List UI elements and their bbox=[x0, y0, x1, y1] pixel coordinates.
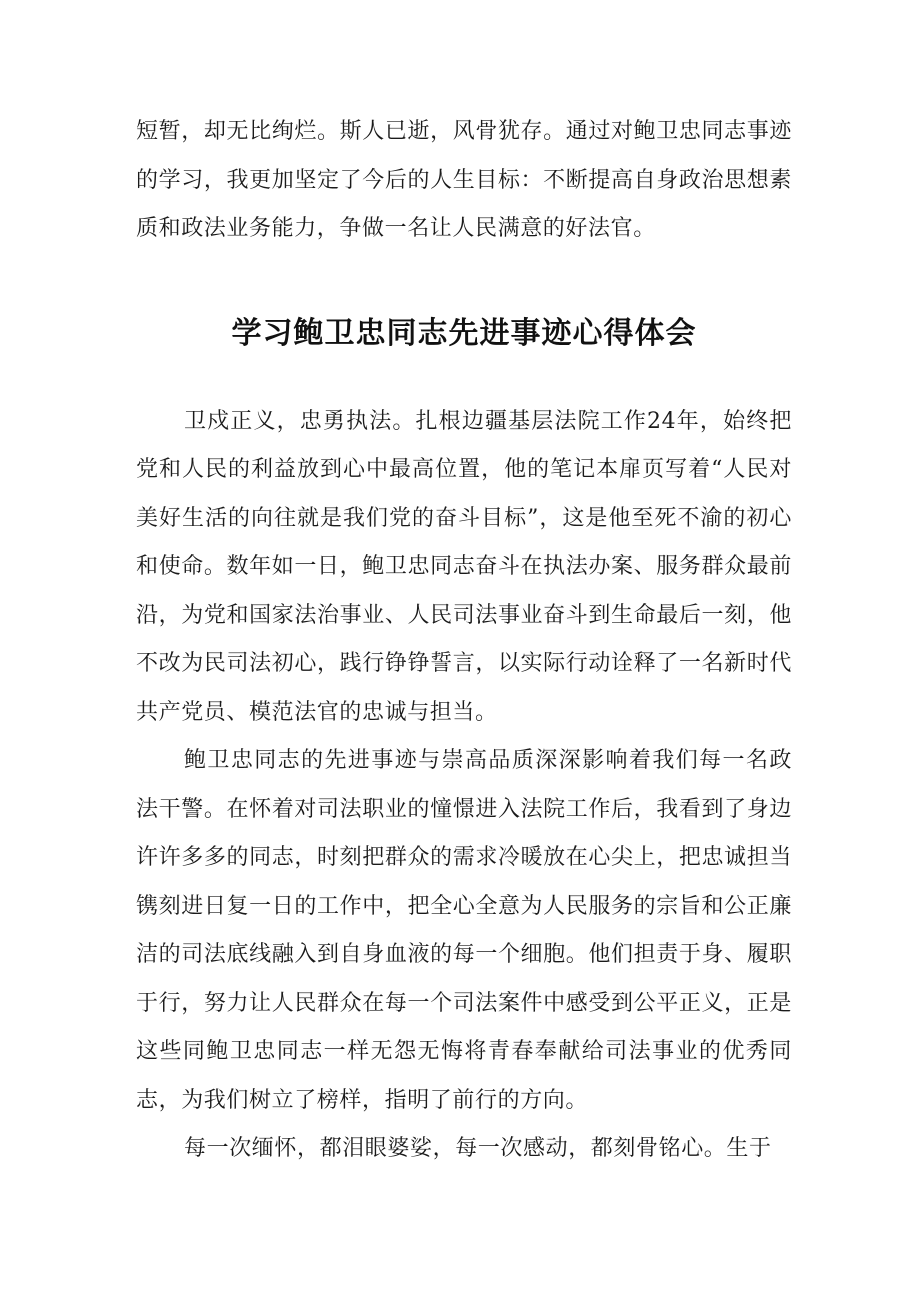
document-body bbox=[136, 108, 792, 1174]
body-paragraph-1: 卫戍正义，忠勇执法。扎根边疆基层法院工作24年，始终把党和人民的利益放到心中最高位置，他的笔记本扉页写着“人民对美好生活的向往就是我们党的奋斗目标”，这是他至死不渝的初心和使命。数年如一日，鲍卫忠同志奋斗在执法办案、服务群众最前沿，为党和国家法治事业、人民司法事业奋斗到生命最后一刻，他不改为民司法初心，践行铮铮誓言，以实际行动诠释了一名新时代共产党员、模范法官的忠诚与担当。 bbox=[136, 408, 792, 725]
document-title: 学习鲍卫忠同志先进事迹心得体会 bbox=[231, 315, 697, 351]
body-paragraph-2: 鲍卫忠同志的先进事迹与崇高品质深深影响着我们每一名政法干警。在怀着对司法职业的憧憬进入法院工作后，我看到了身边许许多多的同志，时刻把群众的需求冷暖放在心尖上，把忠诚担当镌刻进日复一日的工作中，把全心全意为人民服务的宗旨和公正廉洁的司法底线融入到自身血液的每一个细胞。他们担责于身、履职于行，努力让人民群众在每一个司法案件中感受到公平正义，正是这些同鲍卫忠同志一样无怨无悔将青春奉献给司法事业的优秀同志，为我们树立了榜样，指明了前行的方向。 bbox=[136, 748, 792, 1113]
carryover-paragraph: 短暂，却无比绚烂。斯人已逝，风骨犹存。通过对鲍卫忠同志事迹的学习，我更加坚定了今后的人生目标：不断提高自身政治思想素质和政法业务能力，争做一名让人民满意的好法官。 bbox=[136, 119, 792, 241]
body-paragraph-3: 每一次缅怀，都泪眼婆娑，每一次感动，都刻骨铭心。生于 bbox=[184, 1136, 772, 1161]
